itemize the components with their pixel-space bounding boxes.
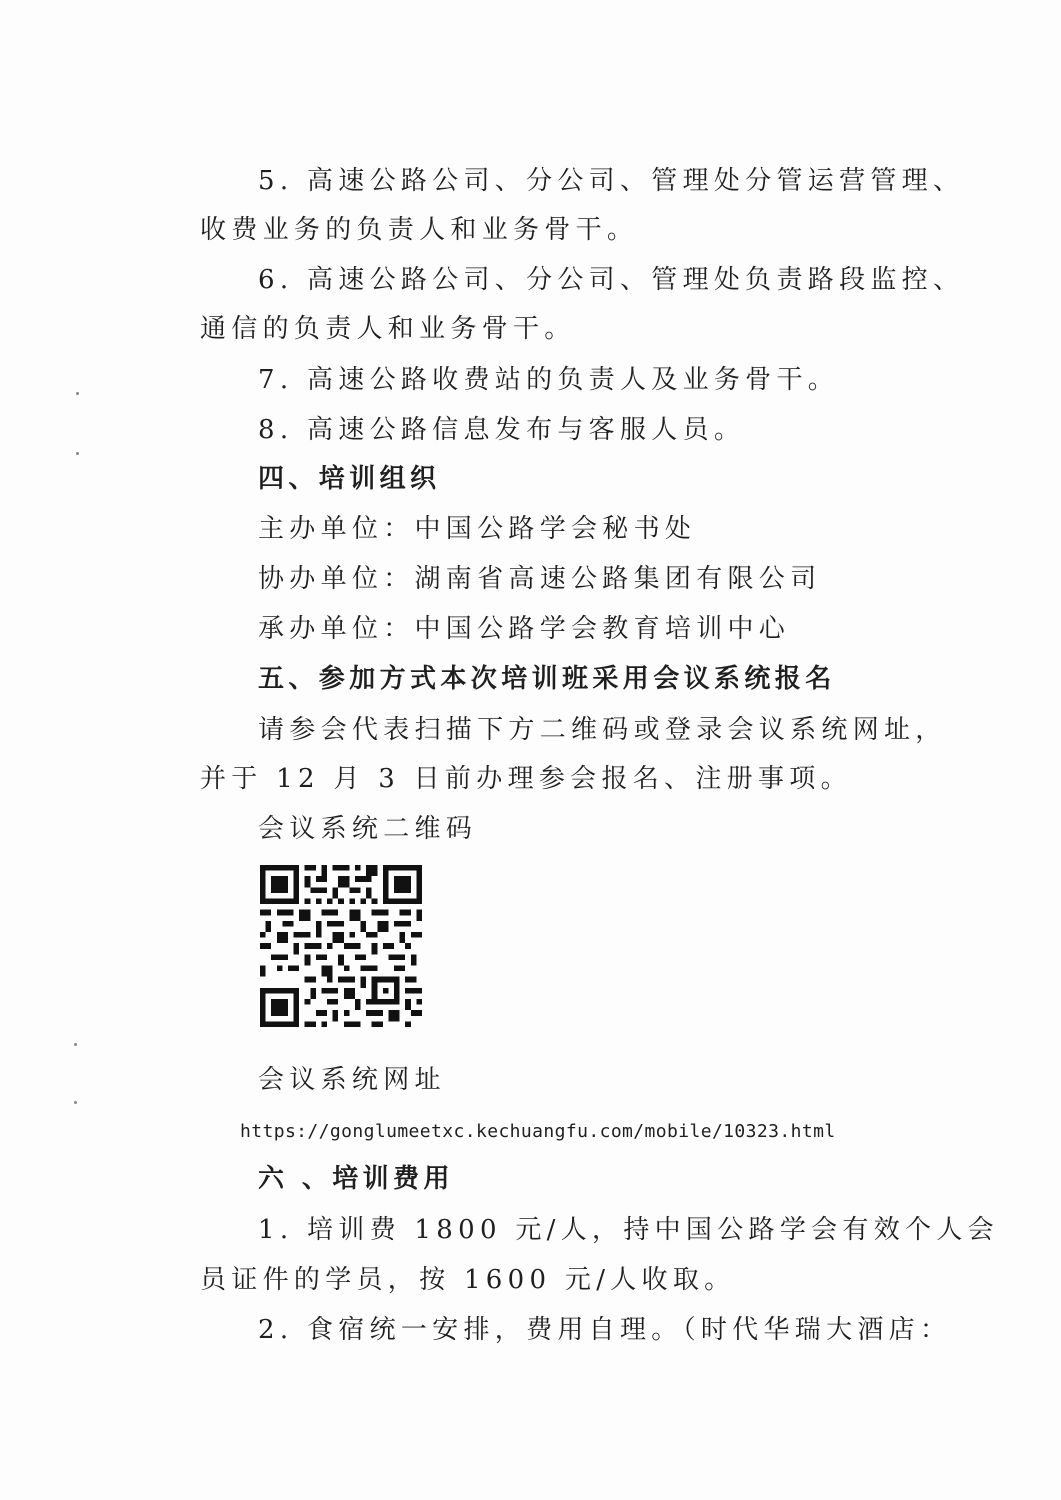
fee-item-1-line-2: 员证件的学员，按 1600 元/人收取。 — [200, 1265, 736, 1295]
scan-speck — [74, 1101, 77, 1104]
eligibility-item-5-line-2: 收费业务的负责人和业务骨干。 — [200, 215, 639, 245]
eligibility-item-8: 8. 高速公路信息发布与客服人员。 — [258, 415, 746, 445]
website-label: 会议系统网址 — [258, 1065, 446, 1095]
eligibility-item-6-line-1: 6. 高速公路公司、分公司、管理处负责路段监控、 — [258, 265, 965, 295]
organizer-host: 主办单位：中国公路学会秘书处 — [258, 514, 697, 544]
registration-url-link[interactable]: https://gonglumeetxc.kechuangfu.com/mobile/10323.html — [240, 1121, 836, 1142]
eligibility-item-6-line-2: 通信的负责人和业务骨干。 — [200, 314, 576, 344]
qr-code-icon[interactable] — [260, 865, 422, 1027]
scan-speck — [76, 392, 79, 395]
section-heading-4: 四、培训组织 — [258, 464, 441, 494]
section-heading-6: 六 、培训费用 — [258, 1164, 454, 1194]
registration-text-line-2: 并于 12 月 3 日前办理参会报名、注册事项。 — [200, 764, 852, 794]
organizer-undertaker: 承办单位：中国公路学会教育培训中心 — [258, 614, 791, 644]
qr-code-label: 会议系统二维码 — [258, 814, 478, 844]
organizer-co-host: 协办单位：湖南省高速公路集团有限公司 — [258, 564, 822, 594]
fee-item-2-line-1: 2. 食宿统一安排，费用自理。（时代华瑞大酒店： — [258, 1315, 952, 1345]
eligibility-item-7: 7. 高速公路收费站的负责人及业务骨干。 — [258, 365, 840, 395]
fee-item-1-line-1: 1. 培训费 1800 元/人，持中国公路学会有效个人会 — [258, 1215, 999, 1245]
scan-speck — [74, 1043, 77, 1046]
eligibility-item-5-line-1: 5. 高速公路公司、分公司、管理处分管运营管理、 — [258, 166, 965, 196]
section-heading-5: 五、参加方式本次培训班采用会议系统报名 — [258, 664, 836, 694]
scan-speck — [76, 452, 79, 455]
registration-text-line-1: 请参会代表扫描下方二维码或登录会议系统网址， — [258, 715, 947, 745]
